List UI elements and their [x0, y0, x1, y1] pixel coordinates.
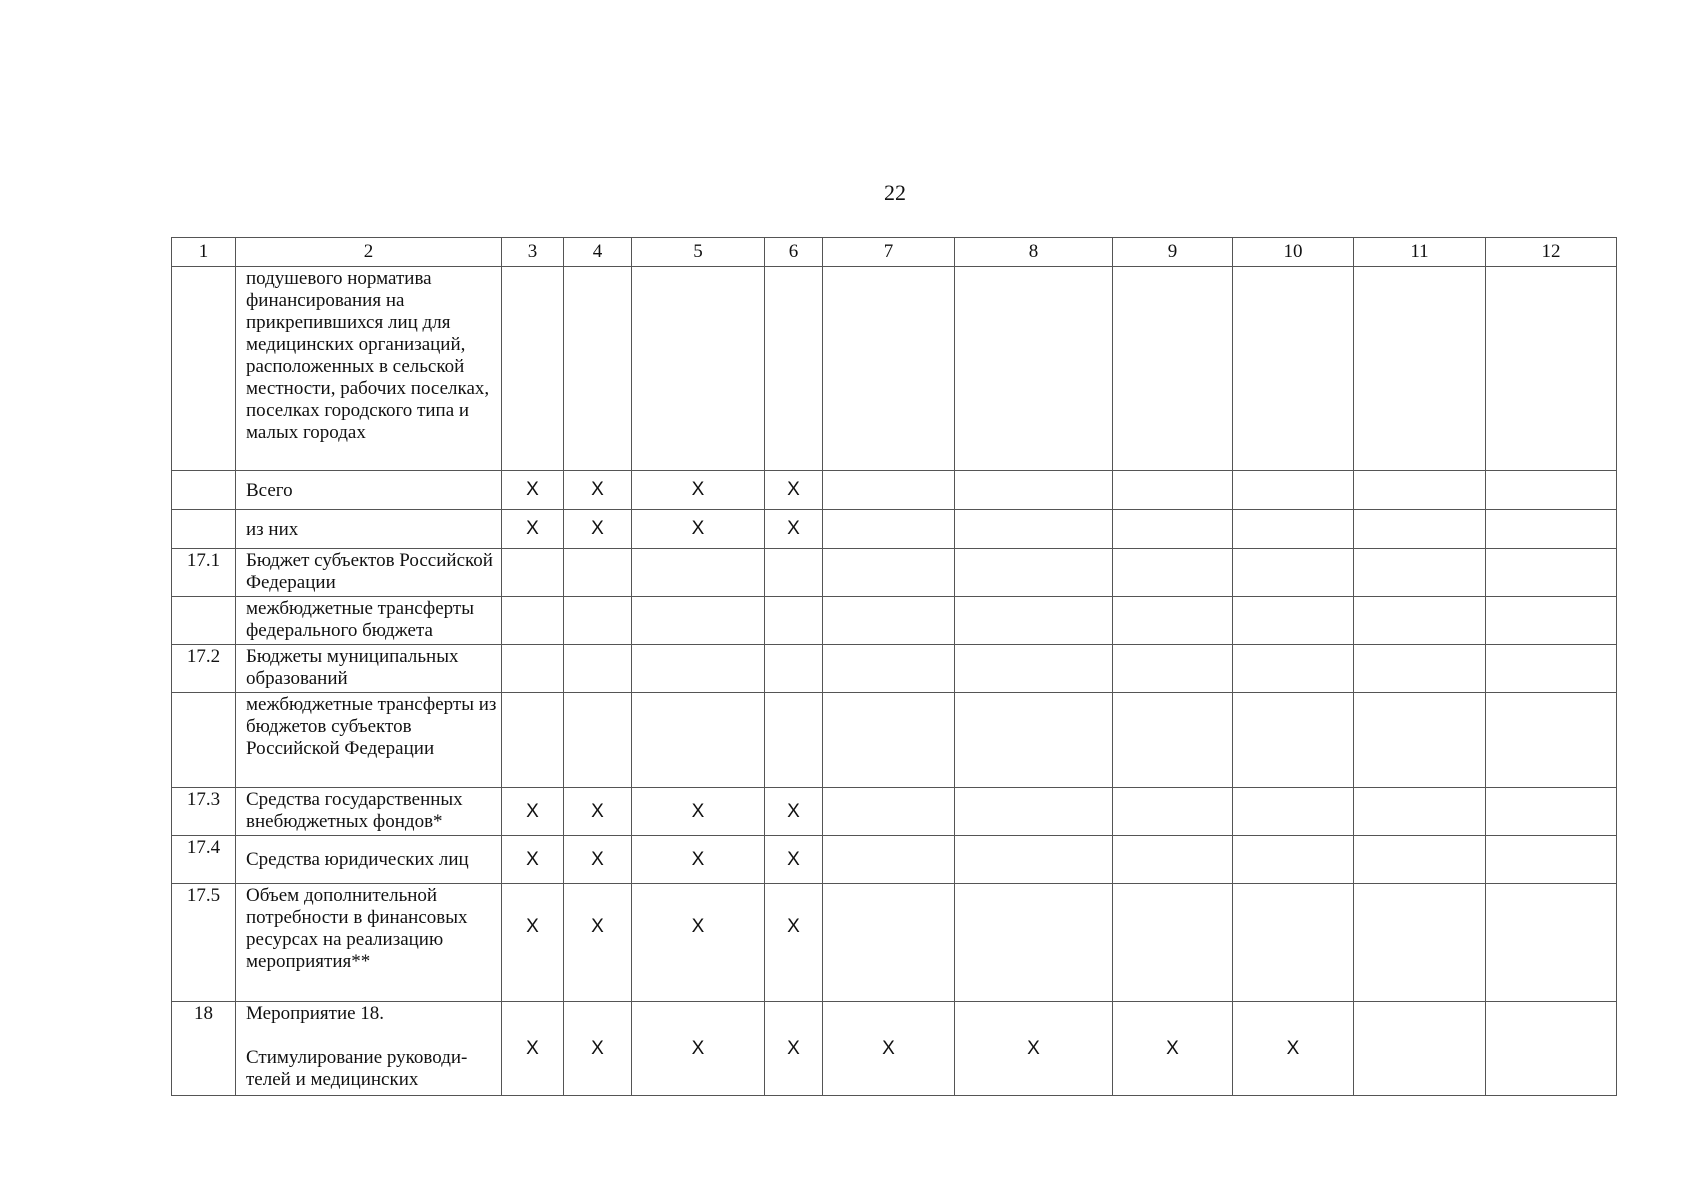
row-number: 17.1	[172, 549, 236, 597]
x-mark: X	[502, 884, 564, 1002]
row-label: Объем дополнительной потребности в финансовых ресурсах на реализацию мероприятия**	[236, 884, 502, 1002]
row-number	[172, 471, 236, 510]
row-label: подушевого норматива финансирования на прикрепившихся лиц для медицинских организаций, расположенных в сельской местности, рабочих поселках, поселках городского типа и малых городах	[236, 267, 502, 471]
row-number: 17.5	[172, 884, 236, 1002]
x-mark: X	[502, 836, 564, 884]
row-label: Бюджет субъектов Российской Федерации	[236, 549, 502, 597]
row-number	[172, 693, 236, 788]
row-label: Средства государственных внебюджетных фондов*	[236, 788, 502, 836]
row-label: межбюджетные трансферты федерального бюджета	[236, 597, 502, 645]
table-row	[172, 471, 1617, 510]
budget-table	[171, 237, 1617, 1096]
row-number: 18	[172, 1002, 236, 1096]
x-mark: X	[955, 1002, 1113, 1096]
table-row	[172, 788, 1617, 836]
page-number: 22	[884, 180, 906, 205]
table-row	[172, 884, 1617, 1002]
x-mark: X	[564, 510, 632, 549]
header-cell: 12	[1486, 238, 1617, 267]
x-mark: X	[765, 1002, 823, 1096]
header-cell: 3	[502, 238, 564, 267]
row-label: Средства юридических лиц	[236, 836, 502, 884]
row-number: 17.2	[172, 645, 236, 693]
x-mark: X	[1113, 1002, 1233, 1096]
x-mark: X	[502, 471, 564, 510]
x-mark: X	[564, 1002, 632, 1096]
table-row	[172, 267, 1617, 471]
x-mark: X	[564, 836, 632, 884]
x-mark: X	[765, 836, 823, 884]
table-row	[172, 510, 1617, 549]
x-mark: X	[632, 471, 765, 510]
row-label-cell	[236, 1002, 502, 1096]
x-mark: X	[765, 884, 823, 1002]
row-number: 17.4	[172, 836, 236, 884]
x-mark: X	[564, 471, 632, 510]
x-mark: X	[564, 884, 632, 1002]
x-mark: X	[502, 510, 564, 549]
row-label: Мероприятие 18.	[246, 1003, 385, 1024]
x-mark: X	[765, 510, 823, 549]
row-label: Бюджеты муниципальных образований	[236, 645, 502, 693]
row-number	[172, 597, 236, 645]
table-row	[172, 1002, 1617, 1096]
row-number	[172, 267, 236, 471]
x-mark: X	[765, 471, 823, 510]
x-mark: X	[765, 788, 823, 836]
header-cell: 7	[823, 238, 955, 267]
header-cell: 2	[236, 238, 502, 267]
header-row	[172, 238, 1617, 267]
x-mark: X	[632, 510, 765, 549]
x-mark: X	[1233, 1002, 1354, 1096]
header-cell: 6	[765, 238, 823, 267]
table-row	[172, 597, 1617, 645]
header-cell: 1	[172, 238, 236, 267]
header-cell: 8	[955, 238, 1113, 267]
row-label-continued: Стимулирование руководи-телей и медицинских	[246, 1047, 468, 1090]
row-label: из них	[236, 510, 502, 549]
header-cell: 9	[1113, 238, 1233, 267]
row-label: межбюджетные трансферты из бюджетов субъектов Российской Федерации	[236, 693, 502, 788]
header-cell: 4	[564, 238, 632, 267]
table-row	[172, 645, 1617, 693]
x-mark: X	[632, 836, 765, 884]
header-cell: 10	[1233, 238, 1354, 267]
table-row	[172, 693, 1617, 788]
table-row	[172, 549, 1617, 597]
x-mark: X	[502, 1002, 564, 1096]
x-mark: X	[632, 788, 765, 836]
row-label: Всего	[236, 471, 502, 510]
x-mark: X	[502, 788, 564, 836]
x-mark: X	[632, 884, 765, 1002]
table-row	[172, 836, 1617, 884]
x-mark: X	[564, 788, 632, 836]
x-mark: X	[632, 1002, 765, 1096]
header-cell: 5	[632, 238, 765, 267]
header-cell: 11	[1354, 238, 1486, 267]
row-number	[172, 510, 236, 549]
row-number: 17.3	[172, 788, 236, 836]
x-mark: X	[823, 1002, 955, 1096]
